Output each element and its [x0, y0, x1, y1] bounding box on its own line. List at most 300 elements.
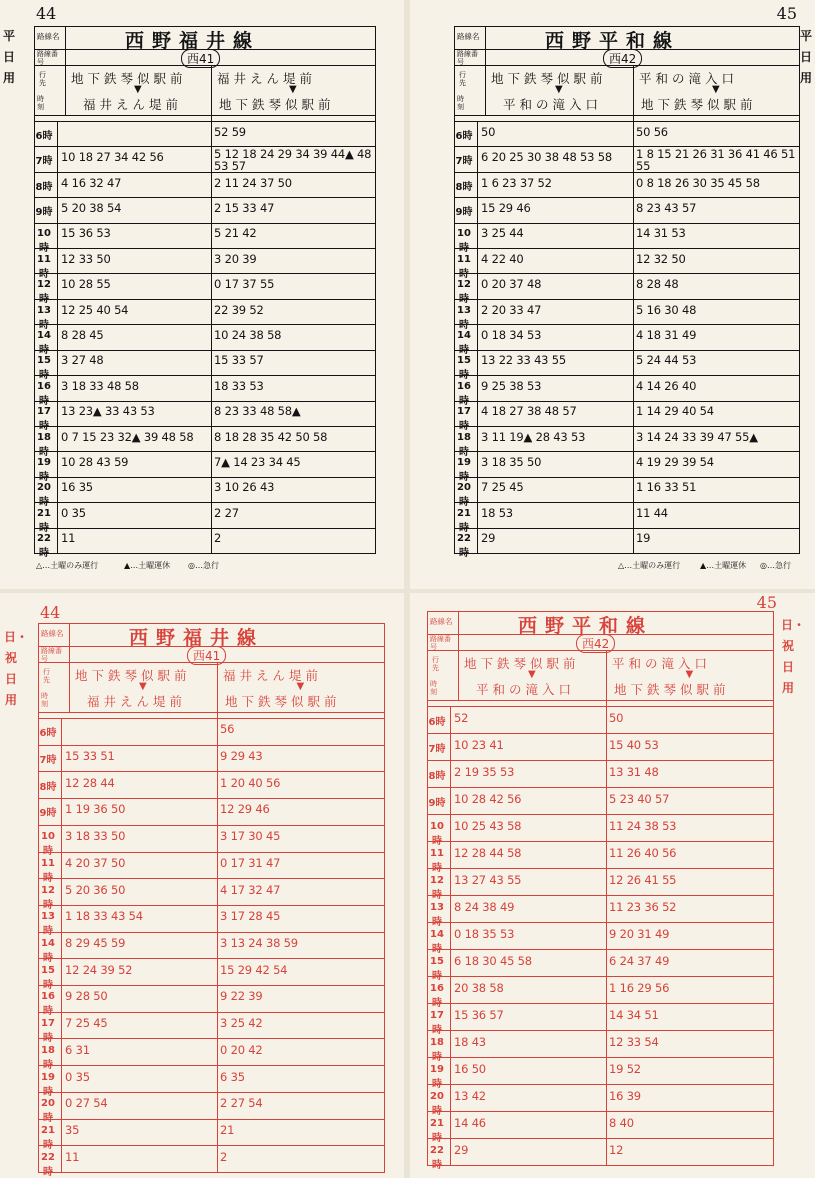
departure-times-dir2: 1 20 40 56	[220, 775, 281, 790]
departure-times-dir2: 2 27 54	[220, 1096, 263, 1111]
row-divider	[39, 985, 384, 986]
departure-times-dir1: 1 18 33 43 54	[65, 909, 143, 924]
departure-times-dir1: 4 16 32 47	[61, 175, 122, 190]
departure-times-dir1: 3 25 44	[481, 226, 524, 241]
legend-sat-only: △…土曜のみ運行	[36, 561, 99, 570]
line-name-label: 路線名	[37, 32, 60, 41]
departure-times-dir2: 6 24 37 49	[609, 953, 670, 968]
departure-times-dir1: 6 31	[65, 1042, 90, 1057]
departure-times-dir2: 4 14 26 40	[636, 378, 697, 393]
timetable	[454, 26, 800, 560]
departure-times-dir2: 8 23 33 48 58▲	[214, 404, 301, 419]
hour-cell: 19時	[41, 1071, 55, 1098]
departure-times-dir1: 12 28 44	[65, 775, 115, 790]
hour-cell: 17時	[37, 406, 51, 433]
row-divider	[428, 760, 773, 761]
row-divider	[35, 401, 375, 402]
row-divider	[35, 375, 375, 376]
dir1-from: 地下鉄琴似駅前	[71, 71, 187, 86]
hour-cell: 18時	[430, 1036, 444, 1063]
departure-times-dir2: 15 33 57	[214, 353, 264, 368]
departure-times-dir2: 14 34 51	[609, 1007, 659, 1022]
row-divider	[39, 771, 384, 772]
departure-times-dir1: 6 18 30 45 58	[454, 953, 532, 968]
hour-divider	[477, 121, 478, 553]
departure-times-dir1: 10 25 43 58	[454, 818, 522, 833]
departure-times-dir2: 3 17 28 45	[220, 909, 281, 924]
holiday-label: 日・祝日用	[4, 630, 29, 707]
departure-times-dir2: 13 31 48	[609, 764, 659, 779]
down-arrow-icon: ▼	[134, 84, 142, 95]
row-divider	[428, 1111, 773, 1112]
hour-cell: 10時	[430, 820, 444, 847]
row-divider	[428, 1057, 773, 1058]
hour-cell: 15時	[41, 964, 55, 991]
departure-times-dir1: 8 28 45	[61, 328, 104, 342]
dir1-from: 地下鉄琴似駅前	[75, 668, 191, 683]
departure-times-dir1: 10 18 27 34 42 56	[61, 150, 164, 165]
down-arrow-icon: ▼	[555, 84, 563, 95]
dir2-to: 地下鉄琴似駅前	[225, 694, 341, 709]
row-divider	[428, 1138, 773, 1139]
row-divider	[35, 273, 375, 274]
destination-label: 行先	[39, 71, 46, 87]
page-number: 45	[756, 593, 777, 612]
departure-times-dir1: 16 50	[454, 1061, 486, 1076]
legend-sat-only: △…土曜のみ運行	[618, 561, 681, 570]
hour-cell: 20時	[37, 482, 51, 509]
departure-times-dir2: 12	[609, 1142, 624, 1157]
row-divider	[428, 1030, 773, 1031]
route-number: 西41	[187, 646, 226, 665]
down-arrow-icon: ▼	[712, 84, 720, 95]
line-title: 西野平和線	[545, 30, 681, 52]
departure-times-dir2: 10 24 38 58	[214, 328, 282, 342]
destination-label: 行先	[43, 668, 50, 684]
departure-times-dir2: 11 44	[636, 505, 668, 520]
line-name-label: 路線名	[430, 617, 453, 626]
departure-times-dir2: 19	[636, 531, 651, 546]
hour-label: 時刻	[41, 692, 48, 708]
dir2-from: 福井えん堤前	[217, 71, 317, 86]
row-divider	[39, 745, 384, 746]
departure-times-dir2: 50	[609, 710, 624, 725]
hour-cell: 15時	[37, 355, 51, 382]
hour-cell: 22時	[41, 1151, 55, 1178]
hour-divider	[61, 718, 62, 1172]
hour-divider	[450, 706, 451, 1165]
row-divider	[455, 273, 799, 274]
row-divider	[455, 223, 799, 224]
departure-times-dir1: 5 20 36 50	[65, 882, 126, 897]
line-title: 西野福井線	[129, 627, 265, 649]
departure-times-dir1: 0 18 35 53	[454, 926, 515, 941]
departure-times-dir2: 56	[220, 722, 235, 737]
hour-cell: 9時	[35, 206, 53, 218]
row-divider	[455, 401, 799, 402]
hour-cell: 16時	[41, 991, 55, 1018]
departure-times-dir2: 0 17 31 47	[220, 855, 281, 870]
route-number-label: 路線番号	[430, 635, 451, 651]
departure-times-dir1: 12 33 50	[61, 251, 111, 266]
departure-times-dir2: 1 8 15 21 26 31 36 41 46 51 55	[636, 147, 796, 174]
destination-label: 行先	[459, 71, 466, 87]
departure-times-dir2: 22 39 52	[214, 302, 264, 317]
label-divider	[65, 27, 66, 115]
departure-times-dir2: 11 26 40 56	[609, 845, 677, 860]
hour-cell: 10時	[457, 228, 471, 255]
page-holiday-41	[0, 593, 404, 1178]
departure-times-dir2: 4 18 31 49	[636, 328, 697, 342]
departure-times-dir2: 1 16 33 51	[636, 480, 697, 495]
departure-times-dir2: 5 16 30 48	[636, 302, 697, 317]
departure-times-dir1: 11	[61, 531, 76, 546]
row-divider	[428, 787, 773, 788]
dir1-from: 地下鉄琴似駅前	[464, 656, 580, 671]
row-divider	[39, 1038, 384, 1039]
label-divider	[69, 624, 70, 712]
departure-times-dir1: 16 35	[61, 480, 93, 495]
timetable	[38, 623, 385, 1178]
hour-cell: 10時	[41, 831, 55, 858]
departure-times-dir1: 14 46	[454, 1115, 486, 1130]
departure-times-dir1: 12 24 39 52	[65, 962, 133, 977]
departure-times-dir1: 13 42	[454, 1088, 486, 1103]
departure-times-dir2: 9 22 39	[220, 989, 263, 1004]
row-divider	[455, 172, 799, 173]
page-number: 45	[776, 4, 797, 23]
row-divider	[35, 477, 375, 478]
page-number: 44	[40, 603, 61, 622]
row-divider	[35, 223, 375, 224]
hour-cell: 9時	[428, 797, 446, 809]
departure-times-dir1: 10 28 42 56	[454, 791, 522, 806]
departure-times-dir2: 6 35	[220, 1069, 245, 1084]
departure-times-dir1: 0 18 34 53	[481, 328, 542, 342]
row-divider	[39, 1065, 384, 1066]
departure-times-dir2: 3 25 42	[220, 1016, 263, 1031]
hour-cell: 16時	[37, 380, 51, 407]
row-divider	[39, 932, 384, 933]
departure-times-dir1: 8 29 45 59	[65, 936, 126, 950]
legend-sat-closed: ▲…土曜運休	[700, 561, 747, 570]
departure-times-dir1: 50	[481, 124, 496, 139]
row-divider	[35, 350, 375, 351]
timetable	[34, 26, 376, 560]
hour-cell: 18時	[37, 431, 51, 458]
departure-times-dir2: 50 56	[636, 124, 668, 139]
hour-cell: 22時	[430, 1144, 444, 1171]
hour-cell: 11時	[41, 857, 55, 884]
departure-times-dir2: 5 12 18 24 29 34 39 44▲ 48 53 57	[214, 147, 372, 174]
legend-express: ◎…急行	[760, 561, 791, 570]
legend-sat-closed: ▲…土曜運休	[124, 561, 171, 570]
row-divider	[35, 197, 375, 198]
row-divider	[455, 502, 799, 503]
row-divider	[455, 477, 799, 478]
dir2-to: 地下鉄琴似駅前	[219, 97, 335, 112]
departure-times-dir1: 29	[454, 1142, 469, 1157]
hour-cell: 13時	[457, 304, 471, 331]
row-divider	[428, 868, 773, 869]
direction-divider	[217, 662, 218, 1172]
departure-times-dir2: 0 20 42	[220, 1042, 263, 1057]
hour-cell: 15時	[457, 355, 471, 382]
hour-label: 時刻	[430, 680, 437, 696]
departure-times-dir2: 9 20 31 49	[609, 926, 670, 941]
row-divider	[35, 426, 375, 427]
departure-times-dir1: 1 19 36 50	[65, 802, 126, 817]
departure-times-dir1: 29	[481, 531, 496, 546]
label-divider	[485, 27, 486, 115]
hour-cell: 20時	[430, 1090, 444, 1117]
hour-divider	[57, 121, 58, 553]
row-divider	[455, 324, 799, 325]
departure-times-dir1: 20 38 58	[454, 980, 504, 995]
destination-label: 行先	[432, 656, 439, 672]
departure-times-dir2: 3 17 30 45	[220, 829, 281, 844]
departure-times-dir2: 12 29 46	[220, 802, 270, 817]
dir1-to: 福井えん堤前	[87, 694, 187, 709]
hour-cell: 17時	[457, 406, 471, 433]
row-divider	[428, 814, 773, 815]
dir1-to: 福井えん堤前	[83, 97, 183, 112]
hour-cell: 18時	[457, 431, 471, 458]
line-title: 西野平和線	[518, 615, 654, 637]
departure-times-dir2: 5 24 44 53	[636, 353, 697, 368]
hour-cell: 19時	[430, 1063, 444, 1090]
departure-times-dir1: 52	[454, 710, 469, 725]
header-divider	[455, 115, 799, 116]
header-spacer	[69, 687, 384, 688]
departure-times-dir1: 0 27 54	[65, 1096, 108, 1111]
row-divider	[428, 1084, 773, 1085]
departure-times-dir1: 7 25 45	[65, 1016, 108, 1031]
hour-cell: 13時	[37, 304, 51, 331]
hour-cell: 12時	[457, 279, 471, 306]
hour-cell: 7時	[39, 755, 57, 767]
hour-cell: 17時	[41, 1018, 55, 1045]
departure-times-dir2: 8 23 43 57	[636, 200, 697, 215]
departure-times-dir2: 7▲ 14 23 34 45	[214, 455, 301, 470]
row-divider	[455, 528, 799, 529]
direction-divider	[606, 650, 607, 1165]
hour-cell: 6時	[428, 716, 446, 728]
row-divider	[39, 852, 384, 853]
hour-cell: 8時	[428, 770, 446, 782]
departure-times-dir1: 4 20 37 50	[65, 855, 126, 870]
hour-cell: 6時	[39, 728, 57, 740]
hour-cell: 13時	[430, 901, 444, 928]
route-number: 西41	[181, 49, 220, 68]
hour-cell: 8時	[39, 781, 57, 793]
departure-times-dir2: 2 15 33 47	[214, 200, 275, 215]
header-divider	[35, 121, 375, 122]
hour-cell: 21時	[41, 1124, 55, 1151]
departure-times-dir1: 4 22 40	[481, 251, 524, 266]
hour-cell: 14時	[457, 330, 471, 356]
row-divider	[39, 798, 384, 799]
departure-times-dir1: 9 28 50	[65, 989, 108, 1004]
hour-cell: 7時	[35, 156, 53, 168]
down-arrow-icon: ▼	[296, 681, 305, 692]
route-number-label: 路線番号	[457, 50, 478, 66]
departure-times-dir1: 9 25 38 53	[481, 378, 542, 393]
header-spacer	[65, 90, 375, 91]
departure-times-dir1: 13 23▲ 33 43 53	[61, 404, 155, 419]
departure-times-dir1: 11	[65, 1149, 80, 1164]
down-arrow-icon: ▼	[685, 669, 694, 680]
departure-times-dir1: 0 35	[65, 1069, 90, 1084]
departure-times-dir1: 10 28 43 59	[61, 455, 129, 470]
row-divider	[428, 733, 773, 734]
departure-times-dir2: 8 18 28 35 42 50 58	[214, 429, 328, 444]
departure-times-dir2: 5 23 40 57	[609, 791, 670, 806]
dir2-to: 地下鉄琴似駅前	[614, 682, 730, 697]
departure-times-dir1: 0 20 37 48	[481, 277, 542, 292]
departure-times-dir2: 2	[214, 531, 222, 546]
hour-cell: 11時	[457, 253, 471, 280]
row-divider	[428, 895, 773, 896]
departure-times-dir1: 0 7 15 23 32▲ 39 48 58	[61, 429, 194, 444]
departure-times-dir1: 15 36 53	[61, 226, 111, 241]
departure-times-dir1: 3 18 35 50	[481, 455, 542, 470]
down-arrow-icon: ▼	[289, 84, 297, 95]
hour-cell: 7時	[455, 156, 473, 168]
dir1-from: 地下鉄琴似駅前	[491, 71, 607, 86]
hour-cell: 19時	[37, 457, 51, 484]
departure-times-dir1: 7 25 45	[481, 480, 524, 495]
departure-times-dir1: 35	[65, 1122, 80, 1137]
row-divider	[39, 1119, 384, 1120]
row-divider	[39, 1145, 384, 1146]
departure-times-dir2: 16 39	[609, 1088, 641, 1103]
departure-times-dir1: 15 29 46	[481, 200, 531, 215]
departure-times-dir2: 21	[220, 1122, 235, 1137]
hour-cell: 14時	[430, 928, 444, 955]
departure-times-dir1: 2 20 33 47	[481, 302, 542, 317]
row-divider	[39, 878, 384, 879]
dir2-from: 福井えん堤前	[223, 668, 323, 683]
row-divider	[35, 451, 375, 452]
page-holiday-42	[410, 593, 815, 1178]
header-spacer	[458, 675, 773, 676]
departure-times-dir2: 14 31 53	[636, 226, 686, 241]
departure-times-dir1: 5 20 38 54	[61, 200, 122, 215]
departure-times-dir2: 2	[220, 1149, 228, 1164]
hour-cell: 6時	[455, 130, 473, 142]
row-divider	[428, 1003, 773, 1004]
page-weekday-42	[410, 0, 815, 589]
hour-cell: 6時	[35, 130, 53, 142]
departure-times-dir1: 13 22 33 43 55	[481, 353, 566, 368]
row-divider	[455, 426, 799, 427]
departure-times-dir1: 15 33 51	[65, 749, 115, 764]
header-divider	[39, 712, 384, 713]
departure-times-dir2: 3 10 26 43	[214, 480, 275, 495]
departure-times-dir2: 12 32 50	[636, 251, 686, 266]
departure-times-dir1: 12 25 40 54	[61, 302, 129, 317]
weekday-label: 平日用	[799, 29, 812, 85]
departure-times-dir1: 10 23 41	[454, 737, 504, 752]
timetable	[427, 611, 774, 1171]
weekday-label: 平日用	[2, 29, 15, 85]
row-divider	[39, 958, 384, 959]
hour-cell: 10時	[37, 228, 51, 255]
route-number-label: 路線番号	[41, 647, 62, 663]
hour-cell: 22時	[457, 533, 471, 560]
departure-times-dir2: 18 33 53	[214, 378, 264, 393]
row-divider	[35, 299, 375, 300]
departure-times-dir2: 1 16 29 56	[609, 980, 670, 995]
direction-divider	[211, 65, 212, 553]
hour-label: 時刻	[37, 95, 44, 111]
departure-times-dir2: 8 40	[609, 1115, 634, 1130]
departure-times-dir2: 11 24 38 53	[609, 818, 677, 833]
header-divider	[428, 700, 773, 701]
departure-times-dir1: 15 36 57	[454, 1007, 504, 1022]
departure-times-dir1: 6 20 25 30 38 48 53 58	[481, 150, 612, 165]
departure-times-dir2: 12 26 41 55	[609, 872, 677, 887]
departure-times-dir1: 3 11 19▲ 28 43 53	[481, 429, 586, 444]
dir1-to: 平和の滝入口	[503, 97, 603, 112]
header-divider	[35, 115, 375, 116]
row-divider	[39, 905, 384, 906]
label-divider	[458, 612, 459, 700]
legend-express: ◎…急行	[188, 561, 219, 570]
hour-cell: 8時	[35, 181, 53, 193]
line-name-label: 路線名	[41, 629, 64, 638]
route-number-label: 路線番号	[37, 50, 58, 66]
departure-times-dir2: 15 40 53	[609, 737, 659, 752]
departure-times-dir2: 19 52	[609, 1061, 641, 1076]
hour-cell: 8時	[455, 181, 473, 193]
departure-times-dir1: 1 6 23 37 52	[481, 175, 552, 190]
departure-times-dir1: 12 28 44 58	[454, 845, 522, 860]
line-name-label: 路線名	[457, 32, 480, 41]
row-divider	[455, 350, 799, 351]
hour-cell: 12時	[37, 279, 51, 306]
hour-cell: 21時	[457, 507, 471, 534]
departure-times-dir2: 15 29 42 54	[220, 962, 288, 977]
hour-cell: 7時	[428, 743, 446, 755]
departure-times-dir2: 3 13 24 38 59	[220, 936, 298, 950]
departure-times-dir2: 5 21 42	[214, 226, 257, 241]
departure-times-dir2: 3 14 24 33 39 47 55▲	[636, 429, 758, 444]
row-divider	[428, 841, 773, 842]
row-divider	[455, 451, 799, 452]
departure-times-dir2: 9 29 43	[220, 749, 263, 764]
departure-times-dir2: 0 17 37 55	[214, 277, 275, 292]
departure-times-dir1: 0 35	[61, 505, 86, 520]
row-divider	[35, 528, 375, 529]
hour-cell: 21時	[37, 507, 51, 534]
departure-times-dir2: 52 59	[214, 124, 246, 139]
row-divider	[39, 825, 384, 826]
holiday-label: 日・祝日用	[781, 618, 806, 695]
row-divider	[455, 299, 799, 300]
row-divider	[455, 197, 799, 198]
page-number: 44	[36, 4, 57, 23]
route-number: 西42	[603, 49, 642, 68]
hour-cell: 22時	[37, 533, 51, 560]
hour-label: 時刻	[457, 95, 464, 111]
row-divider	[35, 172, 375, 173]
hour-cell: 16時	[430, 982, 444, 1009]
direction-divider	[633, 65, 634, 553]
page-weekday-41	[0, 0, 404, 589]
dir2-from: 平和の滝入口	[612, 656, 712, 671]
